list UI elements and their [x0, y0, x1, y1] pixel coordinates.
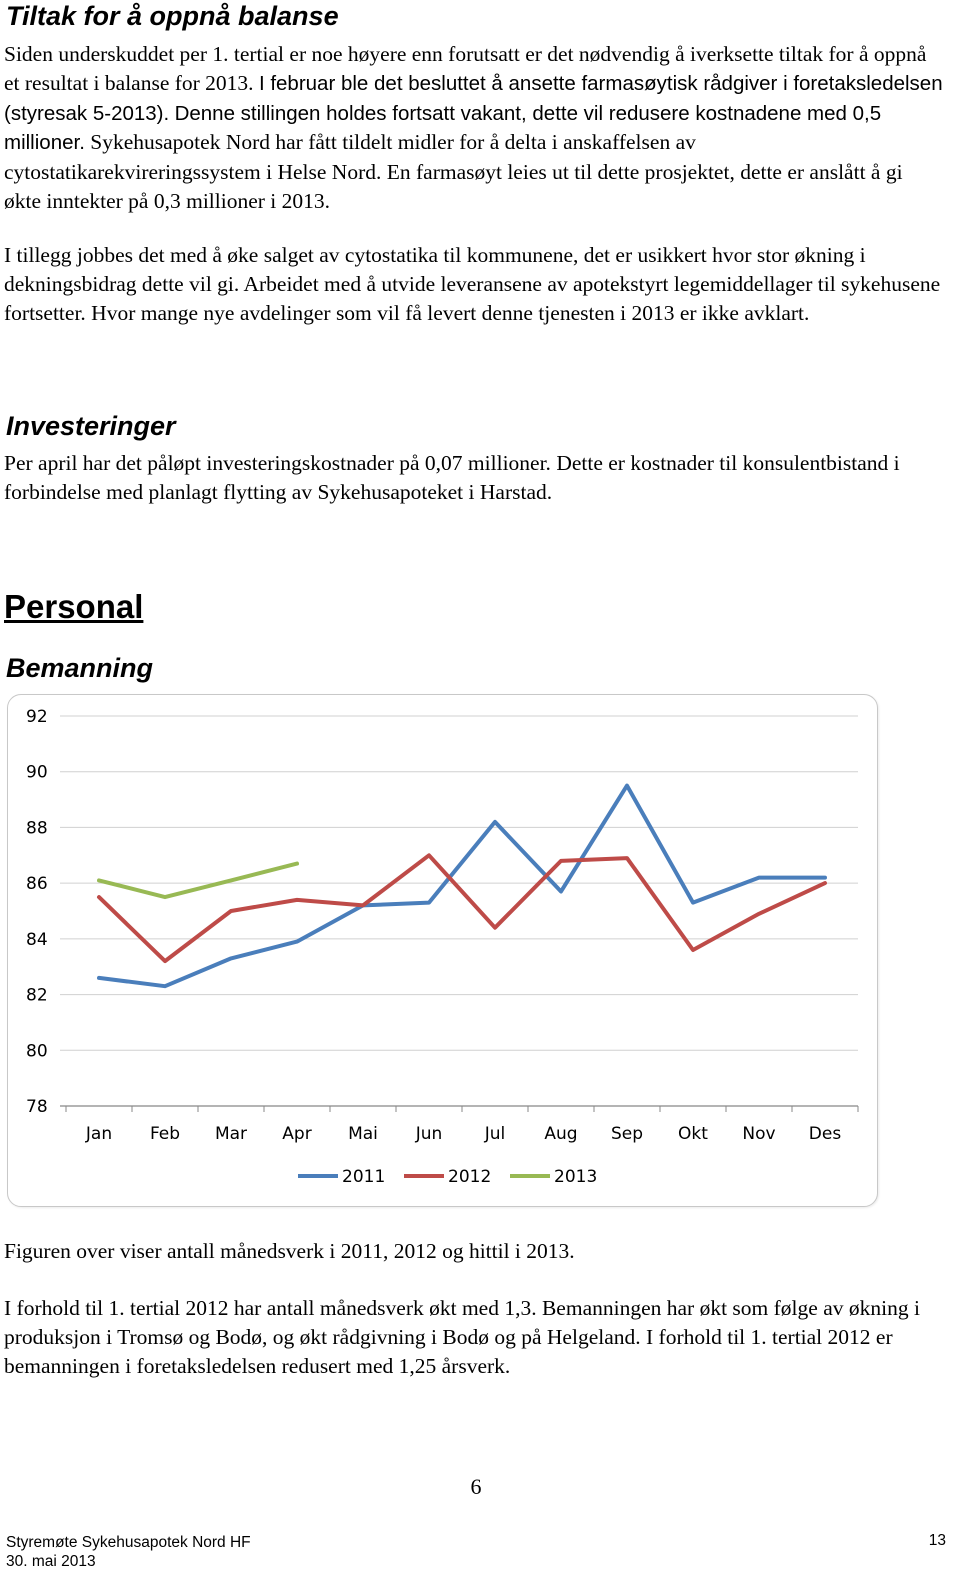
sentence: I tillegg jobbes det med å øke salget av cytostatika til kommunene, det er usikkert hvor stor økning i dekningsbidrag dette vil gi. [4, 243, 866, 296]
x-tick-label: Jan [85, 1124, 113, 1144]
x-tick-label: Mar [214, 1124, 248, 1144]
y-tick-label: 88 [26, 818, 48, 839]
sentence: En farmasøyt leies ut til dette prosjektet, dette er anslått å gi økte inntekter på 0,3 millioner i 2013. [4, 160, 903, 213]
footer-date: 30. mai 2013 [6, 1553, 96, 1570]
staffing-line-chart [7, 694, 878, 1207]
sentence: I februar ble det besluttet å ansette farmasøytisk rådgiver i foretaksledelsen (styresak 5-2013). [4, 71, 943, 125]
sentence: Dette er kostnader til konsulentbistand i forbindelse med planlagt flytting av Sykehusapoteket i Harstad. [4, 451, 900, 504]
sentence: Siden underskuddet per 1. tertial er noe høyere enn forutsatt er det nødvendig å iverksette tiltak for å oppnå et resultat i balanse for 2013. [4, 42, 927, 95]
x-tick-label: Mai [348, 1124, 378, 1144]
paragraph-tiltak-1 [4, 40, 944, 216]
sentence: I forhold til 1. tertial 2012 har antall månedsverk økt med 1,3. [4, 1296, 537, 1320]
x-tick-label: Jun [415, 1124, 443, 1144]
footer-left [6, 1533, 251, 1571]
sentence: I forhold til 1. tertial 2012 er bemanningen i foretaksledelsen redusert med 1,25 årsverk. [4, 1324, 893, 1378]
heading-investeringer: Investeringer [6, 411, 176, 441]
y-tick-label: 86 [26, 874, 48, 895]
heading-bemanning: Bemanning [6, 653, 154, 683]
sentence: Per april har det påløpt investeringskostnader på 0,07 millioner. [4, 451, 551, 475]
footer-org: Styremøte Sykehusapotek Nord HF [6, 1534, 251, 1551]
x-tick-label: Jul [484, 1124, 506, 1144]
chart-svg [8, 695, 879, 1208]
legend-label-2012: 2012 [448, 1167, 492, 1187]
x-tick-label: Okt [678, 1124, 708, 1144]
sentence: Denne stillingen holdes fortsatt vakant, dette vil redusere kostnadene med 0,5 millioner. [4, 101, 882, 155]
y-tick-label: 80 [26, 1041, 48, 1062]
paragraph-tiltak-2 [4, 241, 944, 327]
sentence: Arbeidet med å utvide leveransene av apotekstyrt legemiddellager til sykehusene fortsetter. [4, 271, 941, 325]
y-tick-label: 92 [26, 707, 48, 727]
y-tick-label: 90 [26, 762, 48, 783]
sentence: Sykehusapotek Nord har fått tildelt midler for å delta i anskaffelsen av cytostatikarekvireringssystem i Helse Nord. [4, 130, 696, 185]
y-tick-label: 78 [26, 1097, 48, 1117]
footer-page: 13 [928, 1532, 946, 1549]
legend-label-2013: 2013 [554, 1167, 598, 1187]
y-tick-label: 82 [26, 985, 48, 1006]
chart-caption: Figuren over viser antall månedsverk i 2011, 2012 og hittil i 2013. [4, 1239, 575, 1263]
heading-personal: Personal [4, 588, 144, 625]
y-tick-label: 84 [26, 929, 48, 950]
page-number: 6 [470, 1474, 482, 1499]
series-line-2013 [99, 864, 297, 898]
series-line-2012 [99, 855, 825, 961]
sentence: Hvor mange nye avdelinger som vil få levert denne tjenesten i 2013 er ikke avklart. [91, 300, 810, 325]
paragraph-investeringer [4, 449, 944, 507]
x-tick-label: Feb [149, 1124, 181, 1144]
x-tick-label: Apr [282, 1124, 312, 1144]
x-tick-label: Sep [610, 1124, 644, 1144]
paragraph-personal [4, 1294, 944, 1380]
heading-tiltak: Tiltak for å oppnå balanse [6, 1, 339, 31]
sentence: Bemanningen har økt som følge av økning i produksjon i Tromsø og Bodø, og økt rådgivning i Bodø og på Helgeland. [4, 1296, 920, 1349]
x-tick-label: Nov [742, 1124, 776, 1144]
legend-label-2011: 2011 [342, 1167, 386, 1187]
x-tick-label: Aug [544, 1124, 578, 1144]
x-tick-label: Des [808, 1124, 842, 1144]
